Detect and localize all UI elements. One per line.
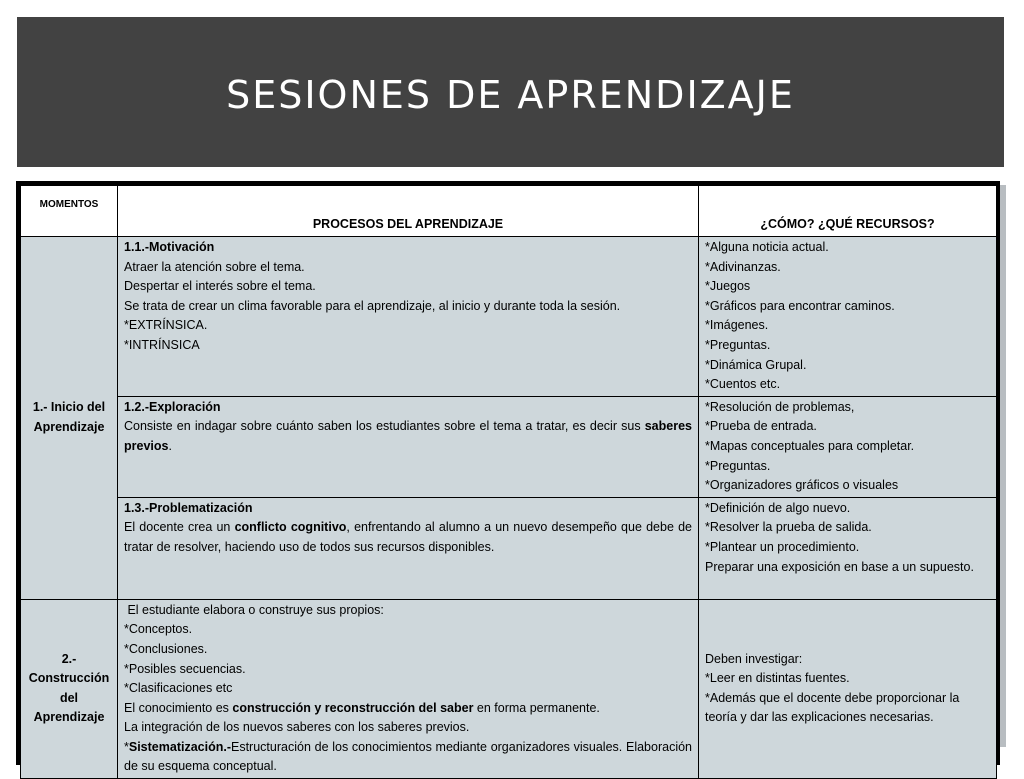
recurso-item: *Preguntas. [705,337,771,352]
table-row-motivacion [21,237,997,397]
problematizacion-heading: 1.3.-Problematización [124,500,253,515]
cell-problematizacion-recursos [699,497,997,599]
recurso-item: *Resolver la prueba de salida. [705,520,872,535]
construccion-line: *Clasificaciones etc [124,681,233,696]
cell-construccion [118,599,699,778]
recurso-item: *Además que el docente debe proporcionar la teoría y dar las explicaciones necesarias. [705,690,960,725]
recurso-item: Deben investigar: [705,651,803,666]
conocimiento-text-end: en forma permanente. [473,700,600,715]
recurso-item: *Prueba de entrada. [705,419,817,434]
recurso-item: *Imágenes. [705,318,769,333]
motivacion-line: *EXTRÍNSICA. [124,318,208,333]
problematizacion-bold: conflicto cognitivo [234,520,347,535]
conocimiento-line [124,699,692,719]
cell-exploracion [118,396,699,497]
sessions-table-frame [16,181,1000,774]
conocimiento-text: El conocimiento es [124,700,233,715]
conocimiento-bold: construcción y reconstrucción del saber [232,700,474,715]
recurso-item: *Adivinanzas. [705,259,781,274]
exploracion-text: Consiste en indagar sobre cuánto saben los estudiantes sobre el tema a tratar, es decir sus [124,419,645,434]
header-recursos: ¿CÓMO? ¿QUÉ RECURSOS? [699,186,997,237]
motivacion-line: Se trata de crear un clima favorable para el aprendizaje, al inicio y durante toda la sesión. [124,298,621,313]
motivacion-line: Despertar el interés sobre el tema. [124,279,316,294]
recurso-item: *Alguna noticia actual. [705,240,829,254]
recurso-item: *Preguntas. [705,458,771,473]
motivacion-heading: 1.1.-Motivación [124,240,215,254]
recurso-item: Preparar una exposición en base a un supuesto. [705,559,974,574]
construccion-line: El estudiante elabora o construye sus propios: [124,602,384,617]
exploracion-text-end: . [168,438,172,453]
recurso-item: *Plantear un procedimiento. [705,539,860,554]
problematizacion-text-end: , enfrentando al alumno a un nuevo desempeño que debe de tratar de resolver, haciendo uso de todos sus recursos disponibles. [124,520,692,554]
cell-motivacion-recursos [699,237,997,397]
cell-motivacion [118,237,699,397]
table-header-row [21,186,997,237]
cell-exploracion-recursos [699,396,997,497]
recurso-item: *Definición de algo nuevo. [705,500,851,515]
header-procesos: PROCESOS DEL APRENDIZAJE [118,186,699,237]
motivacion-line: Atraer la atención sobre el tema. [124,259,305,274]
exploracion-bold: saberes previos [124,419,692,453]
cell-construccion-recursos [699,599,997,778]
sessions-table [20,185,997,779]
slide-title: SESIONES DE APRENDIZAJE [226,73,795,117]
cell-problematizacion [118,497,699,599]
recurso-item: *Cuentos etc. [705,377,781,392]
header-momentos: MOMENTOS [21,186,118,237]
exploracion-heading: 1.2.-Exploración [124,399,221,414]
construccion-line: *Posibles secuencias. [124,661,246,676]
table-row-exploracion [21,396,997,497]
recurso-item: *Organizadores gráficos o visuales [705,478,899,493]
motivacion-line: *INTRÍNSICA [124,337,200,352]
table-row-problematizacion [21,497,997,599]
momento-construccion: 2.- Construcción del Aprendizaje [21,599,118,778]
title-band [17,17,1004,167]
integracion-line: La integración de los nuevos saberes con los saberes previos. [124,720,470,735]
table-row-construccion [21,599,997,778]
recurso-item: *Dinámica Grupal. [705,357,807,372]
construccion-line: *Conceptos. [124,622,193,637]
recurso-item: *Juegos [705,279,751,294]
sistematizacion-bold: Sistematización.- [128,739,231,754]
sistematizacion-text: Estructuración de los conocimientos mediante organizadores visuales. Elaboración de su esquema conceptual. [124,739,692,774]
table-shadow [1000,185,1006,747]
recurso-item: *Resolución de problemas, [705,399,855,414]
construccion-line: *Conclusiones. [124,641,208,656]
recurso-item: *Gráficos para encontrar caminos. [705,298,895,313]
recurso-item: *Mapas conceptuales para completar. [705,438,915,453]
sistematizacion-prefix: * [124,739,129,754]
problematizacion-text: El docente crea un [124,520,235,535]
recurso-item: *Leer en distintas fuentes. [705,671,850,686]
momento-inicio: 1.- Inicio del Aprendizaje [21,237,118,600]
